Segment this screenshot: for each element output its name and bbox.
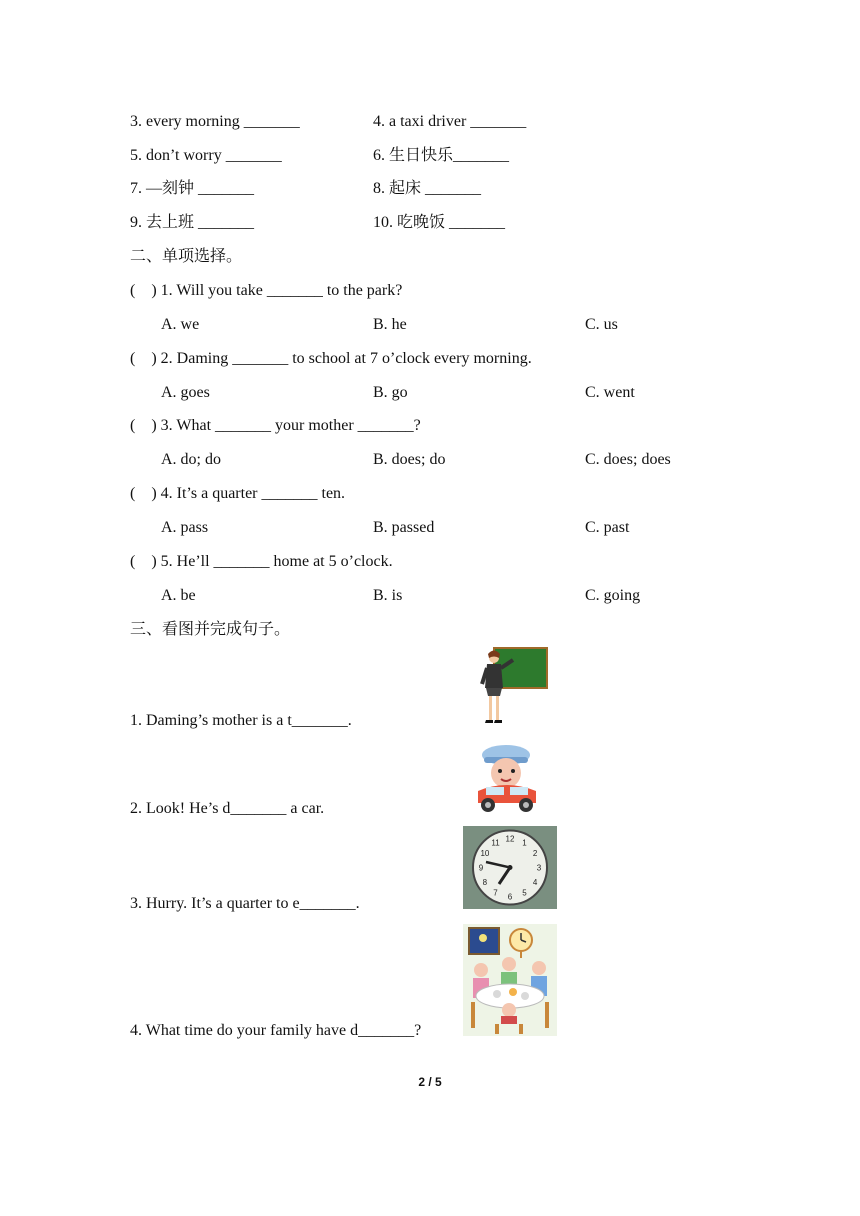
mc-5-option-c: C. going bbox=[585, 587, 641, 604]
mc-4-option-b: B. passed bbox=[373, 519, 435, 536]
clock-number: 10 bbox=[480, 849, 490, 858]
vocab-item-9: 9. 去上班 _______ bbox=[130, 214, 255, 231]
teacher-picture bbox=[474, 646, 550, 728]
vocab-item-4: 4. a taxi driver _______ bbox=[373, 113, 527, 130]
mc-4-option-a: A. pass bbox=[161, 519, 209, 536]
family-dinner-picture bbox=[463, 924, 557, 1036]
clock-number: 3 bbox=[536, 863, 542, 873]
mc-question-3: ( ) 3. What _______ your mother _______? bbox=[130, 417, 421, 434]
mc-2-option-c: C. went bbox=[585, 384, 635, 401]
section-title-multiple-choice: 二、单项选择。 bbox=[130, 248, 243, 265]
mc-question-2: ( ) 2. Daming _______ to school at 7 o’clock every morning. bbox=[130, 350, 532, 367]
clock-number: 5 bbox=[522, 888, 527, 898]
mc-3-option-c: C. does; does bbox=[585, 451, 671, 468]
picture-sentence-4: 4. What time do your family have d_______? bbox=[130, 1022, 422, 1039]
mc-2-option-a: A. goes bbox=[161, 384, 210, 401]
vocab-item-3: 3. every morning _______ bbox=[130, 113, 300, 130]
vocab-item-8: 8. 起床 _______ bbox=[373, 180, 482, 197]
clock-number: 8 bbox=[482, 878, 488, 887]
mc-2-option-b: B. go bbox=[373, 384, 408, 401]
clock-number: 11 bbox=[491, 838, 500, 848]
clock-picture bbox=[463, 826, 557, 909]
mc-3-option-a: A. do; do bbox=[161, 451, 221, 468]
clock-number: 6 bbox=[507, 892, 513, 902]
clock-number: 9 bbox=[478, 863, 484, 873]
mc-1-option-c: C. us bbox=[585, 316, 618, 333]
clock-number: 7 bbox=[493, 888, 498, 898]
picture-sentence-3: 3. Hurry. It’s a quarter to e_______. bbox=[130, 895, 360, 912]
clock-number: 2 bbox=[532, 849, 538, 858]
mc-5-option-b: B. is bbox=[373, 587, 403, 604]
section-title-picture-sentences: 三、看图并完成句子。 bbox=[130, 621, 291, 638]
mc-3-option-b: B. does; do bbox=[373, 451, 446, 468]
mc-5-option-a: A. be bbox=[161, 587, 196, 604]
picture-sentence-1: 1. Daming’s mother is a t_______. bbox=[130, 712, 352, 729]
mc-1-option-a: A. we bbox=[161, 316, 200, 333]
mc-question-5: ( ) 5. He’ll _______ home at 5 o’clock. bbox=[130, 553, 393, 570]
mc-question-4: ( ) 4. It’s a quarter _______ ten. bbox=[130, 485, 346, 502]
boy-driving-car-picture bbox=[472, 741, 542, 815]
clock-number: 1 bbox=[522, 838, 527, 848]
vocab-item-7: 7. —刻钟 _______ bbox=[130, 180, 255, 197]
mc-4-option-c: C. past bbox=[585, 519, 630, 536]
vocab-item-5: 5. don’t worry _______ bbox=[130, 147, 282, 164]
picture-sentence-2: 2. Look! He’s d_______ a car. bbox=[130, 800, 325, 817]
mc-1-option-b: B. he bbox=[373, 316, 407, 333]
clock-number: 4 bbox=[532, 878, 538, 887]
mc-question-1: ( ) 1. Will you take _______ to the park? bbox=[130, 282, 403, 299]
clock-number: 12 bbox=[505, 834, 515, 844]
vocab-item-10: 10. 吃晚饭 _______ bbox=[373, 214, 506, 231]
page-number: 2 / 5 bbox=[418, 1075, 442, 1089]
vocab-item-6: 6. 生日快乐_______ bbox=[373, 147, 510, 164]
